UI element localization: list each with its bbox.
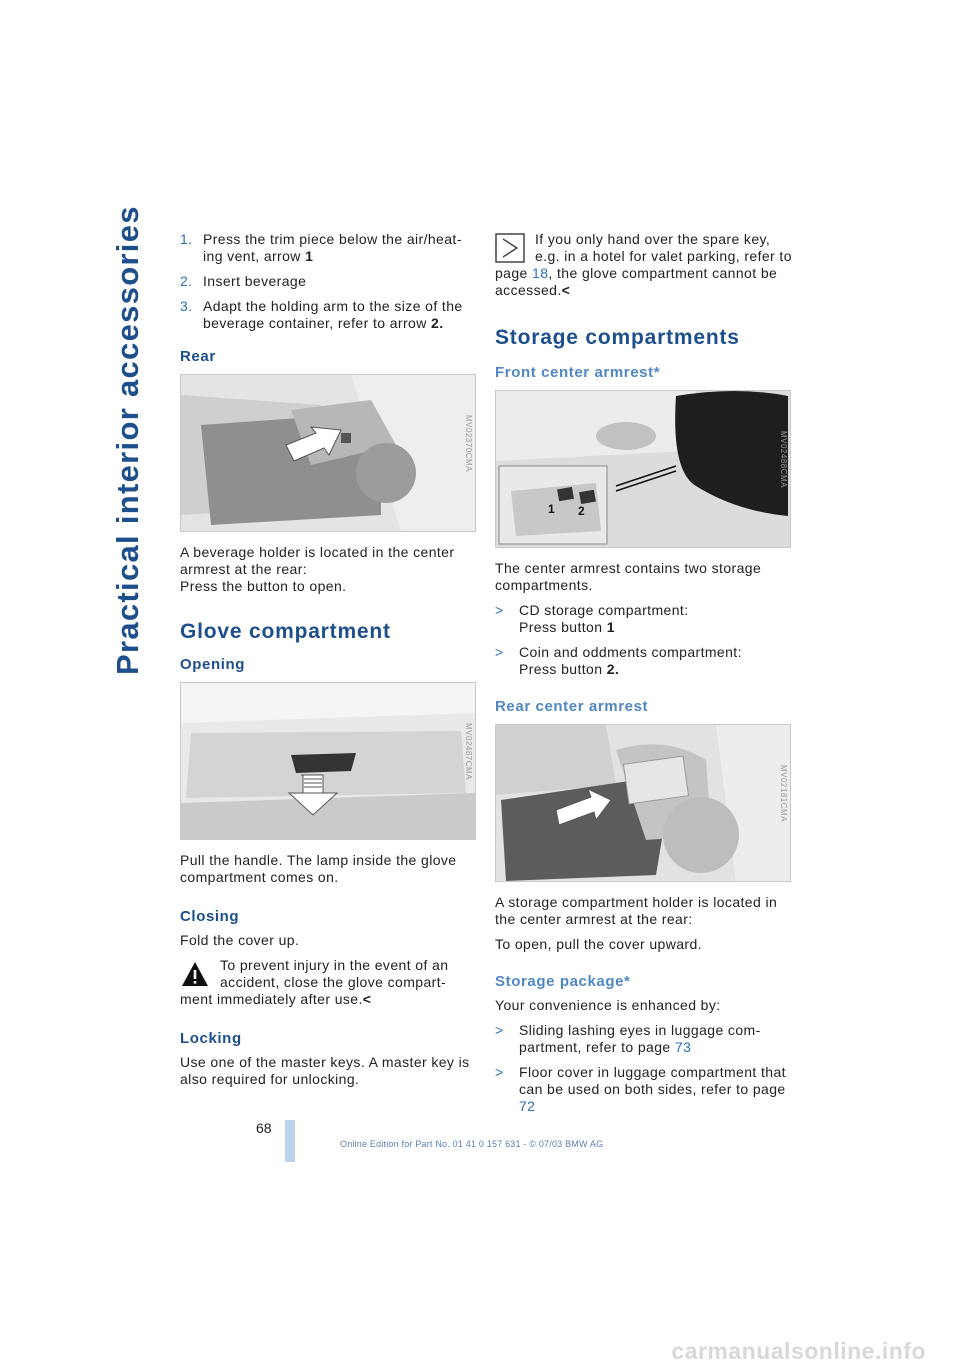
opening-heading: Opening xyxy=(180,656,246,673)
glove-compartment-image xyxy=(180,682,476,840)
rear-armrest-illustration xyxy=(181,375,475,531)
end-marker: < xyxy=(561,282,571,298)
figure-code: MV02370CMA xyxy=(463,414,473,473)
bullet-marker: > xyxy=(495,1022,504,1038)
svg-text:2: 2 xyxy=(578,504,586,518)
front-armrest-illustration xyxy=(496,391,790,547)
glove-heading: Glove compartment xyxy=(180,620,391,643)
step-item xyxy=(180,273,475,290)
bullet-text: Sliding lashing eyes in luggage com-partment, refer to page xyxy=(519,1022,761,1055)
rear-armrest-text: A storage compartment holder is located in the center armrest at the rear: xyxy=(495,894,778,927)
bullet-text: Coin and oddments compartment: xyxy=(519,644,742,660)
list-item xyxy=(495,602,795,636)
end-marker: < xyxy=(362,991,372,1007)
page-link[interactable]: 73 xyxy=(674,1039,692,1055)
warning-text: To prevent injury in the event of an accident, close the glove compart-ment immediately after use. xyxy=(180,957,449,1007)
list-item xyxy=(495,644,795,678)
page-margin-bar xyxy=(285,1120,295,1162)
bullet-text: CD storage compartment: xyxy=(519,602,689,618)
glove-compartment-illustration xyxy=(181,683,475,839)
step-text: Adapt the holding arm to the size of the beverage container, refer to arrow xyxy=(203,298,463,331)
rear-beverage-holder-image xyxy=(180,374,476,532)
storage-package-heading: Storage package* xyxy=(495,973,631,990)
left-column xyxy=(180,231,475,1096)
front-armrest-image xyxy=(495,390,791,548)
step-number: 2. xyxy=(180,273,193,289)
svg-text:1: 1 xyxy=(548,502,556,516)
page-link[interactable]: 18 xyxy=(532,265,549,281)
figure-code: MV02488CMA xyxy=(778,430,788,489)
bullet-marker: > xyxy=(495,1064,504,1080)
rear-text: A beverage holder is located in the center armrest at the rear: xyxy=(180,544,455,577)
rear-armrest-heading: Rear center armrest xyxy=(495,698,649,715)
front-armrest-text: The center armrest contains two storage compartments. xyxy=(495,560,762,593)
list-item xyxy=(495,1022,795,1056)
bullet-marker: > xyxy=(495,602,504,618)
footer-text: Online Edition for Part No. 01 41 0 157 631 - © 07/03 BMW AG xyxy=(340,1139,604,1149)
step-text: Press the trim piece below the air/heat-ing vent, arrow xyxy=(203,231,462,264)
warning-triangle-icon xyxy=(180,959,210,989)
button-ref: 2. xyxy=(606,661,620,677)
step-number: 3. xyxy=(180,298,193,314)
locking-heading: Locking xyxy=(180,1030,242,1047)
step-number: 1. xyxy=(180,231,193,247)
arrow-ref: 1 xyxy=(305,248,314,264)
note-text: If you only hand over the spare key, e.g. in a hotel for valet parking, refer to page xyxy=(495,231,792,281)
bullet-text: Floor cover in luggage compartment that can be used on both sides, refer to page xyxy=(519,1064,786,1097)
closing-heading: Closing xyxy=(180,908,240,925)
storage-heading: Storage compartments xyxy=(495,326,740,349)
bullet-marker: > xyxy=(495,644,504,660)
right-column xyxy=(495,231,795,1123)
side-section-title: Practical interior accessories xyxy=(110,205,145,675)
info-note xyxy=(495,231,795,299)
step-item xyxy=(180,231,475,265)
list-item xyxy=(495,1064,795,1115)
storage-package-text: Your convenience is enhanced by: xyxy=(495,997,721,1013)
rear-text-2: Press the button to open. xyxy=(180,578,347,594)
note-arrow-icon xyxy=(495,233,525,263)
closing-text: Fold the cover up. xyxy=(180,932,300,948)
locking-text: Use one of the master keys. A master key is also required for unlocking. xyxy=(180,1054,470,1087)
step-item xyxy=(180,298,475,332)
step-text: Insert beverage xyxy=(203,273,307,289)
bullet-text-2: Press button xyxy=(519,619,607,635)
watermark: carmanualsonline.info xyxy=(671,1338,926,1364)
page-number: 68 xyxy=(256,1120,272,1136)
button-ref: 1 xyxy=(606,619,615,635)
rear-heading: Rear xyxy=(180,348,216,365)
figure-code: MV02487CMA xyxy=(463,722,473,781)
opening-text: Pull the handle. The lamp inside the glove compartment comes on. xyxy=(180,852,457,885)
page-link[interactable]: 72 xyxy=(519,1098,536,1114)
warning-note xyxy=(180,957,475,1008)
bullet-text-2: Press button xyxy=(519,661,607,677)
rear-armrest-text-2: To open, pull the cover upward. xyxy=(495,936,702,952)
rear-armrest-image xyxy=(495,724,791,882)
note-text-after: , the glove compartment cannot be accessed. xyxy=(495,265,778,298)
rear-armrest-storage-illustration xyxy=(496,725,790,881)
figure-code: MV02181CMA xyxy=(778,764,788,823)
arrow-ref: 2. xyxy=(431,315,444,331)
front-armrest-heading: Front center armrest* xyxy=(495,364,661,381)
